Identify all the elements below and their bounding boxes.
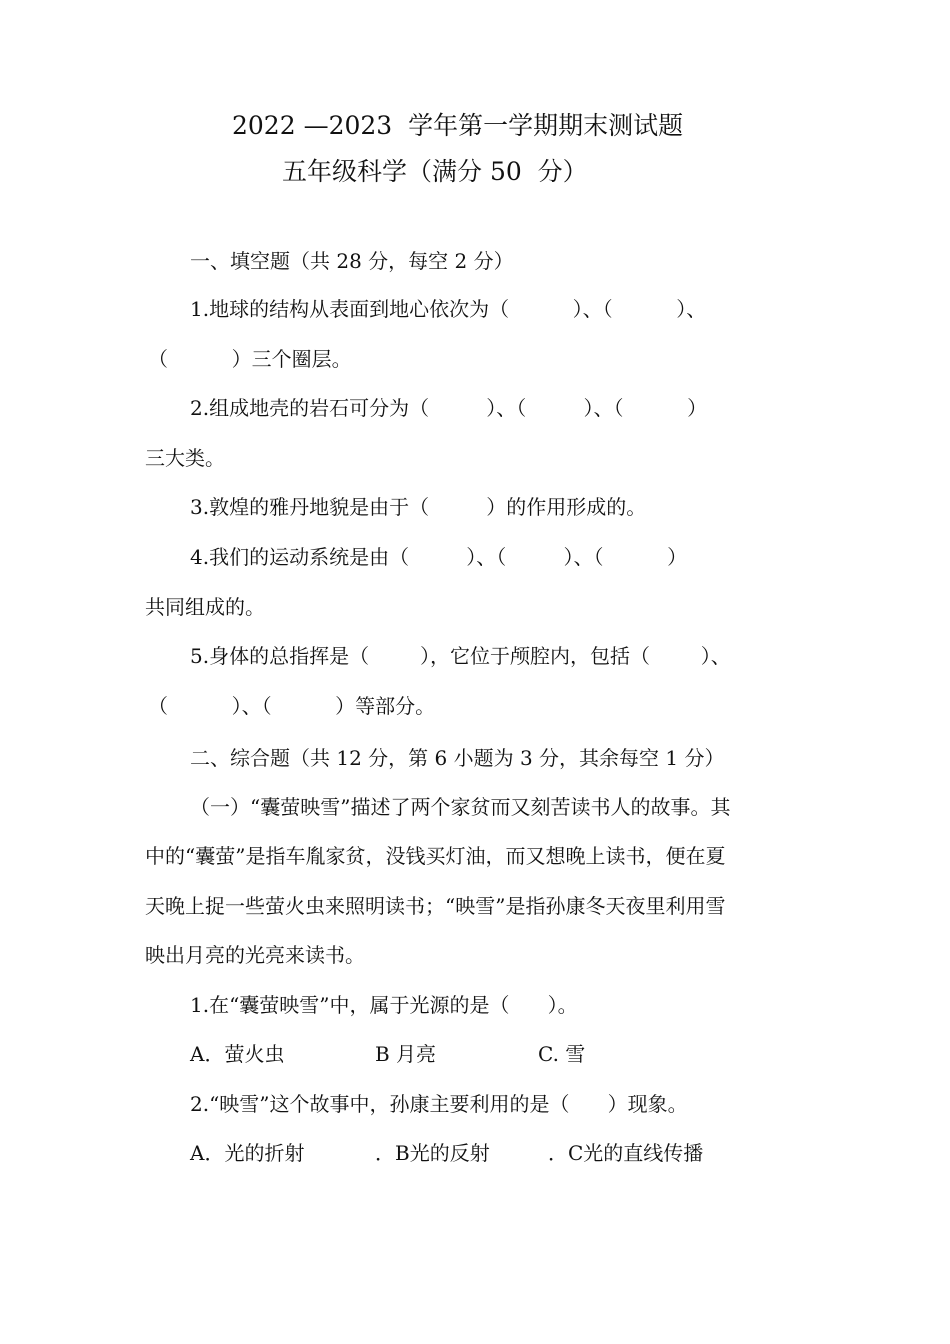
exam-title: 2022 —2023 学年第一学期期末测试题 [232, 111, 684, 140]
exam-subtitle: 五年级科学（满分 50 分） [282, 157, 588, 186]
question-2-line-2: 三大类。 [145, 446, 225, 470]
question-3: 3.敦煌的雅丹地貌是由于（ ）的作用形成的。 [190, 495, 647, 519]
option-b: B 月亮 [375, 1042, 437, 1066]
option-c: C. 雪 [538, 1042, 586, 1066]
question-1-line-2: （ ）三个圈层。 [148, 347, 352, 371]
question-4-line-1: 4.我们的运动系统是由（ ）、（ ）、（ ） [190, 545, 688, 569]
question-1-line-1: 1.地球的结构从表面到地心依次为（ ）、（ ）、 [190, 297, 707, 321]
passage-line-1: （一）“囊萤映雪”描述了两个家贫而又刻苦读书人的故事。其 [190, 795, 731, 819]
option-a: A．萤火虫 [190, 1042, 285, 1066]
section1-heading: 一、填空题（共 28 分，每空 2 分） [190, 249, 514, 273]
section2-heading: 二、综合题（共 12 分，第 6 小题为 3 分，其余每空 1 分） [190, 746, 725, 770]
option-b: ．B光的反射 [375, 1141, 490, 1165]
section2-question-2: 2.“映雪”这个故事中，孙康主要利用的是（ ）现象。 [190, 1092, 688, 1116]
passage-line-2: 中的“囊萤”是指车胤家贫，没钱买灯油，而又想晚上读书，便在夏 [145, 844, 726, 868]
section2-question-1: 1.在“囊萤映雪”中，属于光源的是（ ）。 [190, 993, 578, 1017]
passage-line-4: 映出月亮的光亮来读书。 [145, 943, 365, 967]
option-a: A．光的折射 [190, 1141, 305, 1165]
option-c: ．C光的直线传播 [548, 1141, 704, 1165]
passage-line-3: 天晚上捉一些萤火虫来照明读书；“映雪”是指孙康冬天夜里利用雪 [145, 894, 726, 918]
question-5-line-2: （ ）、（ ）等部分。 [148, 694, 436, 718]
question-4-line-2: 共同组成的。 [145, 595, 265, 619]
question-5-line-1: 5.身体的总指挥是（ ），它位于颅腔内，包括（ ）、 [190, 644, 731, 668]
question-2-line-1: 2.组成地壳的岩石可分为（ ）、（ ）、（ ） [190, 396, 708, 420]
